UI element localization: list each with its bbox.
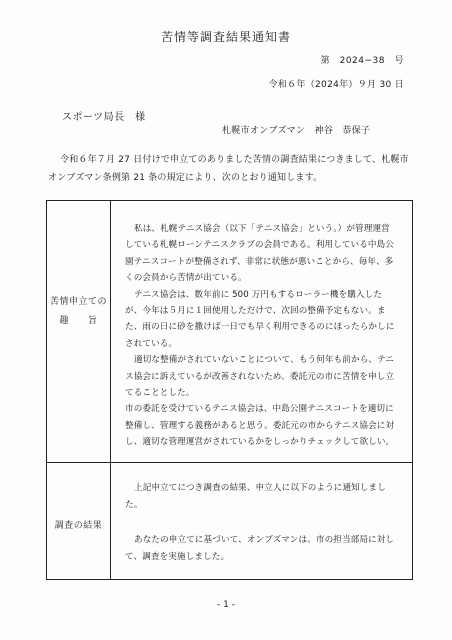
result-row [47,463,412,579]
complaint-label-text: 苦情申立ての 趣 旨 [49,297,107,326]
intro-paragraph: 令和６年７月 27 日付けで申立てのありました苦情の調査結果につきまして、札幌市オンブズマン条例第 21 条の規定により、次のとおり通知します。 [48,155,409,183]
result-paragraph: 上記申立てにつき調査の結果、申立人に以下のように通知しました。 [125,483,386,510]
complaint-paragraph: 私は、札幌テニス協会（以下「テニス協会」という。）が管理運営している札幌ローンテニスクラブの会員である。利用している中島公園テニスコートが整備されず、非常に状態が悪いことから、毎年、多くの会員から苦情が出ている。 [125,224,394,284]
result-table [46,200,413,580]
complaint-body [111,201,412,462]
complaint-paragraph: 市の委託を受けているテニス協会は、中島公園テニスコートを適切に整備し、管理する義務があると思う。委託元の市からテニス協会に対し、適切な管理運営がされているかをしっかりチェックして欲しい。 [125,404,395,448]
result-body [111,463,412,579]
page-number: - 1 - [217,600,235,610]
sender: 札幌市オンブズマン 神谷 恭保子 [222,126,371,136]
result-paragraph: あなたの申立てに基づいて、オンブズマンは、市の担当部局に対して、調査を実施しました。 [125,535,395,562]
result-label-text: 調査の結果 [54,521,103,531]
document-title: 苦情等調査結果通知書 [160,30,291,44]
complaint-paragraph: 適切な整備がされていないことについて、もう何年も前から、テニス協会に訴えているが改善されないため、委託元の市に苦情を申し立てることとした。 [125,355,395,399]
complaint-label [47,201,111,462]
complaint-row [47,201,412,463]
document-number: 第 2024−38 号 [320,56,404,66]
addressee: スポーツ局長 様 [62,112,146,123]
result-label [47,463,111,579]
complaint-paragraph: テニス協会は、数年前に 500 万円もするローラー機を購入したが、今年は５月に１回使用しただけで、次回の整備予定もない。また、雨の日に砂を撒けば一日でも早く利用できるのにほったらかしにされている。 [125,289,395,349]
document-date: 令和６年（2024年）９月 30 日 [268,80,404,90]
